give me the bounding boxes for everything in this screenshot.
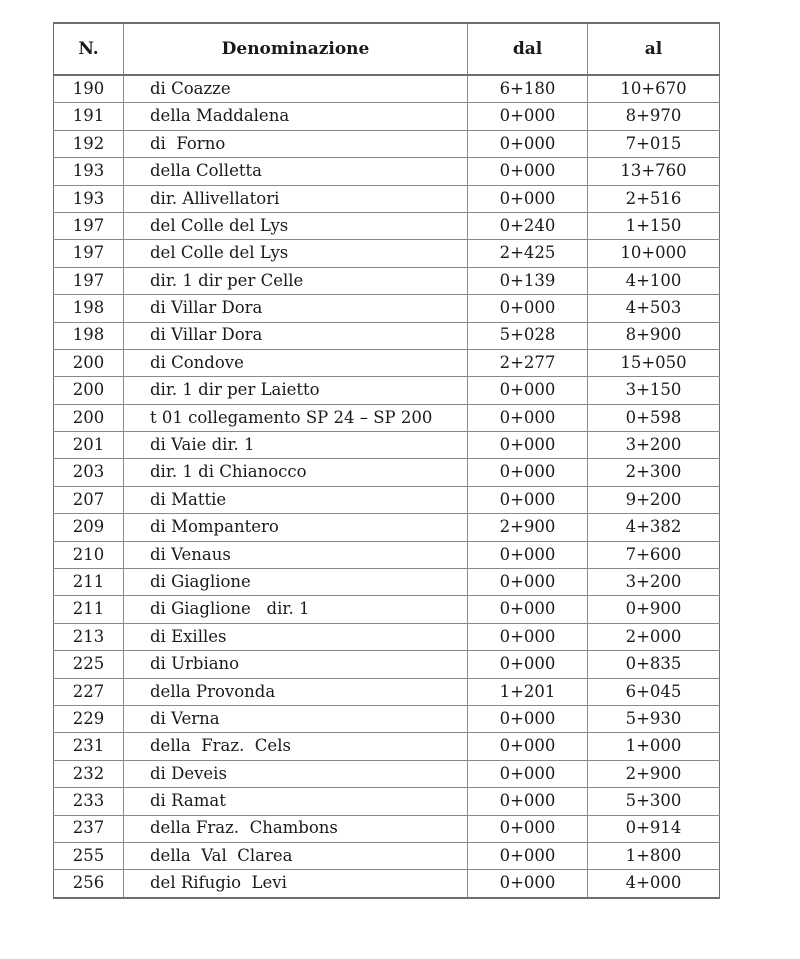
cell-dal: 0+000 [468,788,588,815]
cell-denominazione: della Maddalena [124,103,468,130]
cell-dal: 0+000 [468,103,588,130]
cell-number: 197 [54,240,124,267]
cell-al: 2+000 [588,623,720,650]
cell-number: 213 [54,623,124,650]
table-row [54,788,720,815]
cell-dal: 0+000 [468,596,588,623]
table-row [54,678,720,705]
header-number: N. [54,23,124,75]
cell-al: 4+503 [588,295,720,322]
cell-number: 198 [54,322,124,349]
cell-dal: 0+000 [468,486,588,513]
table-row [54,267,720,294]
cell-dal: 2+425 [468,240,588,267]
cell-denominazione: di Verna [124,705,468,732]
cell-dal: 0+000 [468,404,588,431]
cell-denominazione: di Forno [124,130,468,157]
cell-number: 227 [54,678,124,705]
cell-al: 4+100 [588,267,720,294]
cell-denominazione: della Val Clarea [124,842,468,869]
cell-denominazione: di Deveis [124,760,468,787]
cell-number: 200 [54,377,124,404]
table-row [54,733,720,760]
cell-number: 207 [54,486,124,513]
cell-number: 203 [54,459,124,486]
cell-denominazione: della Fraz. Cels [124,733,468,760]
cell-dal: 0+000 [468,733,588,760]
cell-al: 3+200 [588,569,720,596]
cell-number: 197 [54,267,124,294]
cell-number: 209 [54,514,124,541]
cell-al: 6+045 [588,678,720,705]
cell-denominazione: di Venaus [124,541,468,568]
header-denominazione: Denominazione [124,23,468,75]
cell-al: 7+015 [588,130,720,157]
table-row [54,459,720,486]
cell-al: 0+598 [588,404,720,431]
cell-number: 255 [54,842,124,869]
cell-number: 197 [54,212,124,239]
cell-denominazione: dir. 1 dir per Laietto [124,377,468,404]
cell-denominazione: di Ramat [124,788,468,815]
cell-denominazione: di Coazze [124,75,468,103]
table-row [54,130,720,157]
cell-dal: 0+000 [468,130,588,157]
cell-al: 4+000 [588,870,720,898]
cell-al: 0+835 [588,651,720,678]
cell-al: 3+200 [588,432,720,459]
cell-dal: 0+000 [468,432,588,459]
cell-al: 2+516 [588,185,720,212]
cell-dal: 6+180 [468,75,588,103]
cell-al: 10+000 [588,240,720,267]
cell-al: 3+150 [588,377,720,404]
header-al: al [588,23,720,75]
table-row [54,432,720,459]
table-row [54,541,720,568]
cell-denominazione: di Mompantero [124,514,468,541]
cell-number: 229 [54,705,124,732]
cell-al: 8+970 [588,103,720,130]
cell-denominazione: del Colle del Lys [124,212,468,239]
cell-denominazione: t 01 collegamento SP 24 – SP 200 [124,404,468,431]
cell-denominazione: dir. Allivellatori [124,185,468,212]
table-row [54,75,720,103]
cell-number: 232 [54,760,124,787]
table-row [54,623,720,650]
cell-denominazione: di Villar Dora [124,295,468,322]
cell-number: 198 [54,295,124,322]
cell-number: 233 [54,788,124,815]
cell-number: 231 [54,733,124,760]
table-row [54,103,720,130]
cell-al: 13+760 [588,158,720,185]
table-row [54,322,720,349]
header-row [54,23,720,75]
cell-number: 192 [54,130,124,157]
cell-al: 1+000 [588,733,720,760]
cell-al: 5+300 [588,788,720,815]
cell-number: 210 [54,541,124,568]
table-row [54,815,720,842]
cell-dal: 0+000 [468,158,588,185]
cell-al: 8+900 [588,322,720,349]
table-row [54,842,720,869]
cell-dal: 0+000 [468,651,588,678]
cell-denominazione: di Exilles [124,623,468,650]
cell-dal: 2+900 [468,514,588,541]
cell-dal: 0+240 [468,212,588,239]
cell-al: 10+670 [620,78,687,98]
table-row [54,596,720,623]
cell-denominazione: di Villar Dora [124,322,468,349]
cell-dal: 0+000 [468,459,588,486]
table-row [54,486,720,513]
cell-denominazione: della Provonda [124,678,468,705]
cell-denominazione: del Colle del Lys [124,240,468,267]
cell-al: 9+200 [588,486,720,513]
cell-dal: 2+277 [468,349,588,376]
cell-denominazione: di Mattie [124,486,468,513]
cell-denominazione: della Colletta [124,158,468,185]
cell-dal: 0+000 [468,760,588,787]
table-header [54,23,720,75]
cell-number: 225 [54,651,124,678]
cell-dal: 1+201 [468,678,588,705]
cell-al: 7+600 [588,541,720,568]
table-row [54,185,720,212]
table-row [54,158,720,185]
cell-number: 200 [54,404,124,431]
cell-dal: 0+000 [468,842,588,869]
cell-denominazione: di Urbiano [124,651,468,678]
road-table [53,22,720,899]
table-row [54,295,720,322]
table-row [54,212,720,239]
cell-denominazione: dir. 1 di Chianocco [124,459,468,486]
cell-number: 256 [54,870,124,898]
cell-denominazione: di Vaie dir. 1 [124,432,468,459]
cell-al: 2+900 [588,760,720,787]
cell-al: 0+900 [588,596,720,623]
cell-dal: 0+000 [468,377,588,404]
table-row [54,705,720,732]
cell-number: 201 [54,432,124,459]
cell-al: 15+050 [588,349,720,376]
cell-dal: 0+139 [468,267,588,294]
cell-dal: 0+000 [468,623,588,650]
header-dal: dal [468,23,588,75]
table-row [54,377,720,404]
table-row [54,404,720,431]
cell-dal: 0+000 [468,185,588,212]
table-row [54,514,720,541]
cell-dal: 0+000 [468,295,588,322]
cell-dal: 0+000 [468,569,588,596]
cell-dal: 0+000 [468,541,588,568]
cell-number: 237 [54,815,124,842]
cell-dal: 0+000 [468,705,588,732]
table-row [54,651,720,678]
table-row [54,760,720,787]
cell-al: 1+800 [588,842,720,869]
cell-al: 2+300 [588,459,720,486]
cell-number: 200 [54,349,124,376]
cell-number: 191 [54,103,124,130]
table-row [54,240,720,267]
cell-denominazione: del Rifugio Levi [124,870,468,898]
cell-denominazione: di Condove [124,349,468,376]
cell-al: 1+150 [588,212,720,239]
table-row [54,870,720,898]
cell-dal: 0+000 [468,815,588,842]
cell-al: 5+930 [588,705,720,732]
cell-dal: 5+028 [468,322,588,349]
cell-number: 193 [54,158,124,185]
cell-denominazione: dir. 1 dir per Celle [124,267,468,294]
cell-al: 4+382 [588,514,720,541]
cell-denominazione: della Fraz. Chambons [124,815,468,842]
table-row [54,569,720,596]
cell-denominazione: di Giaglione dir. 1 [124,596,468,623]
cell-number: 190 [54,75,124,103]
cell-denominazione: di Giaglione [124,569,468,596]
cell-number: 211 [54,596,124,623]
cell-al: 0+914 [588,815,720,842]
cell-number: 211 [54,569,124,596]
cell-dal: 0+000 [468,870,588,898]
cell-number: 193 [54,185,124,212]
table-row [54,349,720,376]
table-body [54,75,720,898]
